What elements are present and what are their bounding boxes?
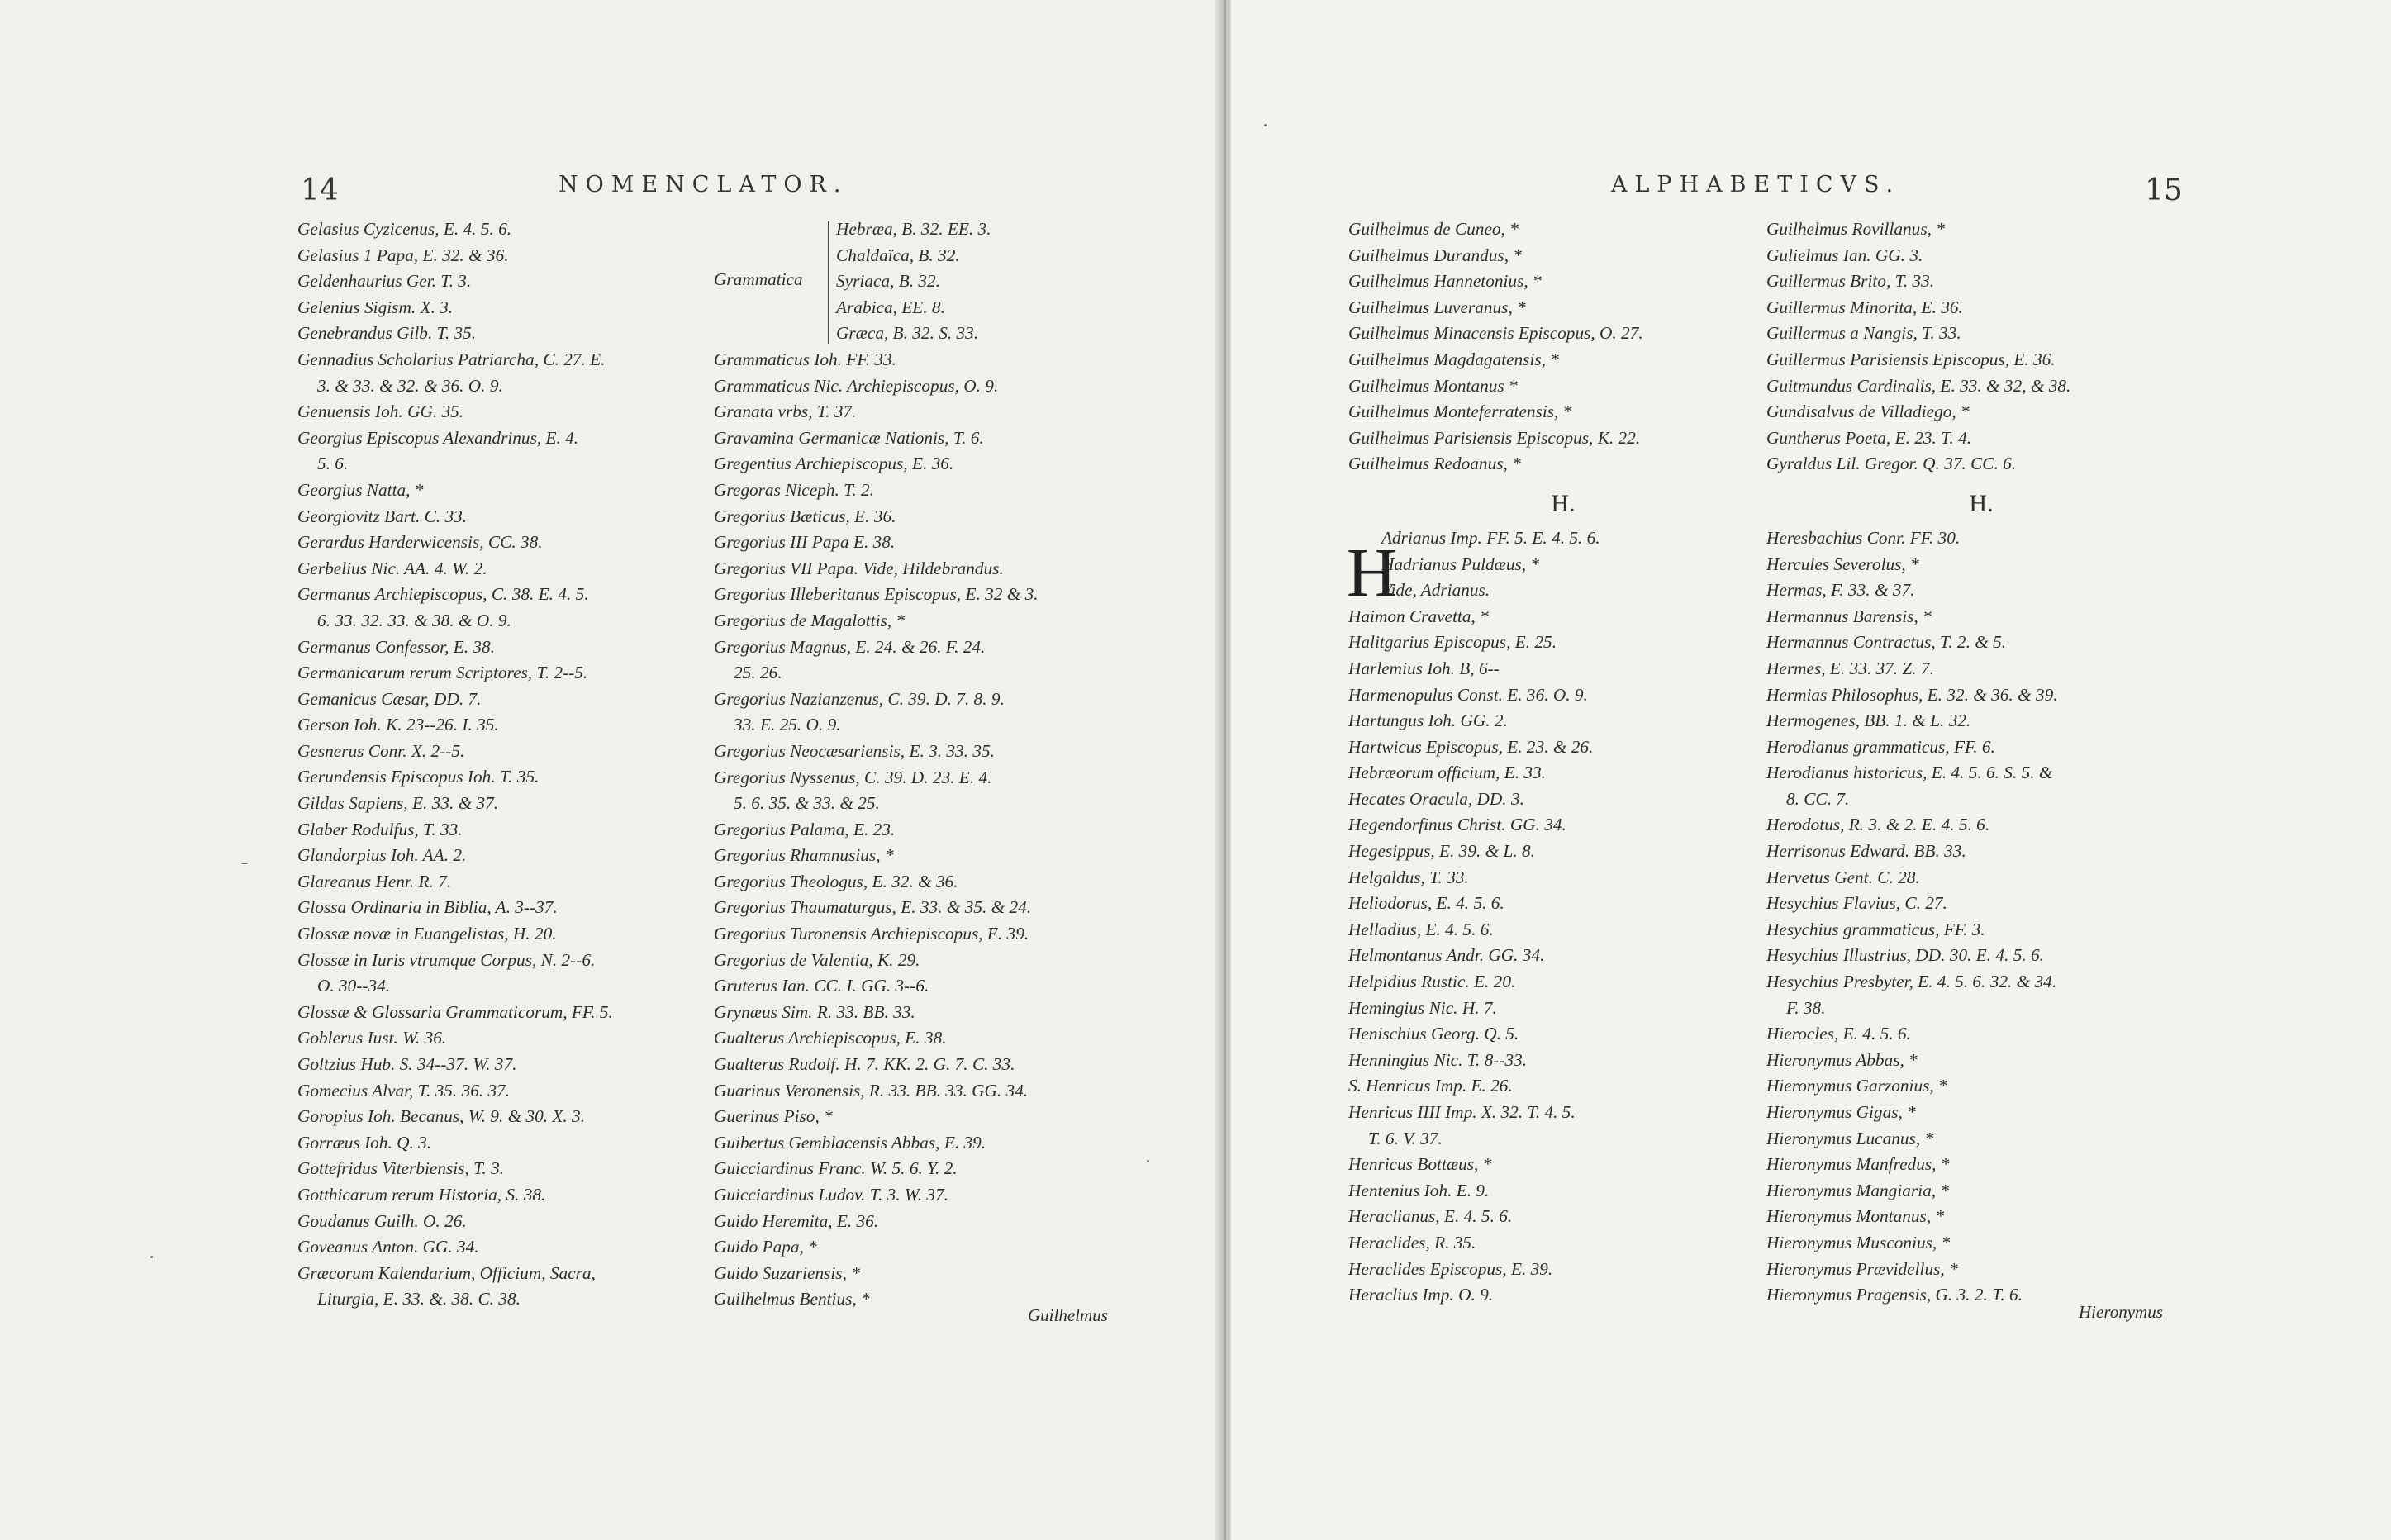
index-entry: Hebræorum officium, E. 33. — [1348, 763, 1546, 783]
index-entry: Gerardus Harderwicensis, CC. 38. — [297, 532, 543, 553]
index-entry: Herodianus historicus, E. 4. 5. 6. S. 5. & — [1766, 763, 2053, 783]
index-entry: Hieronymus Musconius, * — [1766, 1232, 1951, 1252]
index-entry: Guibertus Gemblacensis Abbas, E. 39. — [714, 1132, 986, 1153]
index-entry: Grynæus Sim. R. 33. BB. 33. — [714, 1001, 915, 1022]
index-entry: Harmenopulus Const. E. 36. O. 9. — [1348, 684, 1588, 705]
drop-cap-h: H — [1347, 535, 1397, 611]
index-entry: Gemanicus Cæsar, DD. 7. — [297, 688, 482, 709]
index-entry: Glossæ in Iuris vtrumque Corpus, N. 2--6. — [297, 949, 596, 970]
index-entry: Græca, B. 32. S. 33. — [836, 323, 979, 344]
index-entry: Guilhelmus Bentius, * — [714, 1289, 870, 1309]
index-entry: Hemingius Nic. H. 7. — [1348, 997, 1497, 1018]
index-entry: Hegesippus, E. 39. & L. 8. — [1348, 841, 1535, 862]
index-entry: Gyraldus Lil. Gregor. Q. 37. CC. 6. — [1766, 454, 2017, 474]
ink-speck — [241, 863, 248, 864]
index-entry: F. 38. — [1786, 997, 1826, 1018]
index-entry: Grammaticus Ioh. FF. 33. — [714, 349, 896, 369]
index-entry: Arabica, EE. 8. — [836, 297, 945, 317]
index-entry: Hecates Oracula, DD. 3. — [1348, 788, 1524, 809]
index-column-2 — [714, 347, 1127, 1313]
index-entry: Gualterus Rudolf. H. 7. KK. 2. G. 7. C. 33. — [714, 1054, 1015, 1075]
catchword-right: Hieronymus — [2079, 1302, 2163, 1322]
index-entry: Hieronymus Abbas, * — [1766, 1049, 1918, 1070]
index-entry: Harlemius Ioh. B, 6-- — [1348, 658, 1500, 678]
index-entry: Guillermus Minorita, E. 36. — [1766, 297, 1963, 317]
index-entry: Guilhelmus Hannetonius, * — [1348, 271, 1542, 292]
index-entry: Goltzius Hub. S. 34--37. W. 37. — [297, 1054, 517, 1074]
index-entry: Hegendorfinus Christ. GG. 34. — [1348, 815, 1566, 835]
index-entry: Georgiovitz Bart. C. 33. — [297, 506, 468, 526]
index-entry: Hadrianus Puldæus, * — [1381, 554, 1540, 574]
index-entry: Gregorius Magnus, E. 24. & 26. F. 24. — [714, 636, 986, 657]
running-head-right: ALPHABETICVS. — [1611, 172, 1901, 197]
index-entry: Hermannus Contractus, T. 2. & 5. — [1766, 632, 2007, 653]
index-entry: Hermogenes, BB. 1. & L. 32. — [1766, 711, 1971, 731]
catchword-left: Guilhelmus — [1028, 1305, 1108, 1325]
index-entry: Adrianus Imp. FF. 5. E. 4. 5. 6. — [1381, 527, 1600, 548]
index-entry: Hieronymus Montanus, * — [1766, 1206, 1945, 1227]
index-entry: Hierocles, E. 4. 5. 6. — [1766, 1024, 1911, 1044]
index-entry: Græcorum Kalendarium, Officium, Sacra, — [297, 1262, 596, 1283]
index-entry: Haimon Cravetta, * — [1348, 606, 1489, 626]
index-entry: Gelasius Cyzicenus, E. 4. 5. 6. — [297, 219, 512, 239]
index-entry: Hartungus Ioh. GG. 2. — [1348, 711, 1508, 731]
index-entry: Hermas, F. 33. & 37. — [1766, 580, 1915, 601]
index-entry: Gregorius III Papa E. 38. — [714, 532, 896, 553]
index-entry: Hartwicus Episcopus, E. 23. & 26. — [1348, 736, 1594, 757]
index-entry: O. 30--34. — [317, 976, 391, 996]
index-entry: Helpidius Rustic. E. 20. — [1348, 972, 1516, 992]
index-entry: Gregorius VII Papa. Vide, Hildebrandus. — [714, 558, 1004, 578]
index-entry: Guilhelmus Montanus * — [1348, 375, 1518, 396]
index-entry: Germanus Confessor, E. 38. — [297, 636, 496, 657]
index-entry: Gregorius Neocæsariensis, E. 3. 33. 35. — [714, 740, 995, 761]
page-number-right: 15 — [2145, 173, 2183, 207]
index-entry: Guilhelmus Parisiensis Episcopus, K. 22. — [1348, 427, 1641, 448]
index-entry: Gregorius Nyssenus, C. 39. D. 23. E. 4. — [714, 767, 992, 787]
index-entry: Hieronymus Manfredus, * — [1766, 1154, 1950, 1175]
index-entry: Gelenius Sigism. X. 3. — [297, 297, 454, 317]
index-entry: S. Henricus Imp. E. 26. — [1348, 1076, 1513, 1096]
grammatica-label: Grammatica — [714, 269, 803, 289]
index-entry: Heraclides Episcopus, E. 39. — [1348, 1258, 1553, 1279]
index-entry: Gesnerus Conr. X. 2--5. — [297, 740, 465, 761]
index-entry: T. 6. V. 37. — [1368, 1128, 1443, 1148]
index-entry: Hesychius Flavius, C. 27. — [1766, 893, 1947, 914]
index-entry: Heraclides, R. 35. — [1348, 1232, 1476, 1252]
index-entry: Goudanus Guilh. O. 26. — [297, 1210, 467, 1231]
index-entry: Guilhelmus de Cuneo, * — [1348, 219, 1519, 239]
running-head-left: NOMENCLATOR. — [559, 172, 848, 197]
index-entry: Glandorpius Ioh. AA. 2. — [297, 845, 467, 866]
index-entry: Gerundensis Episcopus Ioh. T. 35. — [297, 767, 540, 787]
index-entry: Gregorius Thaumaturgus, E. 33. & 35. & 24. — [714, 897, 1032, 918]
index-entry: Henricus Bottæus, * — [1348, 1154, 1492, 1175]
index-entry: Gregoras Niceph. T. 2. — [714, 479, 875, 500]
index-entry: Hervetus Gent. C. 28. — [1766, 867, 1920, 887]
index-entry: Hieronymus Gigas, * — [1766, 1102, 1916, 1122]
index-entry: Glossæ & Glossaria Grammaticorum, FF. 5. — [297, 1001, 613, 1022]
index-entry: Herodotus, R. 3. & 2. E. 4. 5. 6. — [1766, 815, 1990, 835]
index-entry: Hesychius Presbyter, E. 4. 5. 6. 32. & 34. — [1766, 972, 2057, 992]
index-entry: Gregorius Rhamnusius, * — [714, 845, 894, 866]
index-entry: Gotthicarum rerum Historia, S. 38. — [297, 1184, 546, 1205]
index-entry: Liturgia, E. 33. &. 38. C. 38. — [317, 1289, 521, 1309]
index-entry: Guillermus Brito, T. 33. — [1766, 271, 1935, 292]
index-entry: Hieronymus Mangiaria, * — [1766, 1180, 1950, 1200]
index-entry: 3. & 33. & 32. & 36. O. 9. — [317, 375, 503, 396]
index-entry: Herodianus grammaticus, FF. 6. — [1766, 736, 1995, 757]
index-entry: Guilhelmus Magdagatensis, * — [1348, 349, 1559, 369]
index-entry: Guarinus Veronensis, R. 33. BB. 33. GG. 34. — [714, 1080, 1029, 1100]
index-entry: Gregorius de Magalottis, * — [714, 610, 906, 630]
index-entry: Georgius Episcopus Alexandrinus, E. 4. — [297, 427, 579, 448]
index-entry: Guilhelmus Redoanus, * — [1348, 454, 1521, 474]
index-entry: Gennadius Scholarius Patriarcha, C. 27. E. — [297, 349, 606, 369]
index-entry: Guillermus Parisiensis Episcopus, E. 36. — [1766, 349, 2056, 369]
index-entry: Guilhelmus Minacensis Episcopus, O. 27. — [1348, 323, 1643, 344]
index-entry: Syriaca, B. 32. — [836, 271, 940, 292]
index-entry: Gorræus Ioh. Q. 3. — [297, 1132, 432, 1153]
index-entry: Hieronymus Prævidellus, * — [1766, 1258, 1958, 1279]
index-entry: Guicciardinus Franc. W. 5. 6. Y. 2. — [714, 1158, 958, 1179]
index-entry: Gravamina Germanicæ Nationis, T. 6. — [714, 427, 984, 448]
index-entry: 25. 26. — [734, 663, 782, 683]
index-entry: Gelasius 1 Papa, E. 32. & 36. — [297, 245, 509, 265]
index-entry: Vide, Adrianus. — [1381, 580, 1490, 601]
index-entry: Hieronymus Garzonius, * — [1766, 1076, 1947, 1096]
index-entry: Herrisonus Edward. BB. 33. — [1766, 841, 1966, 862]
index-entry: Helmontanus Andr. GG. 34. — [1348, 945, 1545, 966]
index-entry: Goblerus Iust. W. 36. — [297, 1028, 447, 1048]
index-entry: Guicciardinus Ludov. T. 3. W. 37. — [714, 1185, 948, 1205]
index-entry: Goveanus Anton. GG. 34. — [297, 1237, 479, 1257]
index-entry: Heresbachius Conr. FF. 30. — [1766, 527, 1961, 548]
index-entry: Gregorius Palama, E. 23. — [714, 819, 896, 839]
index-entry: Goropius Ioh. Becanus, W. 9. & 30. X. 3. — [297, 1106, 586, 1127]
index-entry: Gregorius Illeberitanus Episcopus, E. 32 & 3. — [714, 584, 1039, 605]
index-entry: Hentenius Ioh. E. 9. — [1348, 1180, 1490, 1200]
index-entry: Guntherus Poeta, E. 23. T. 4. — [1766, 427, 1972, 448]
index-entry: Glaber Rodulfus, T. 33. — [297, 819, 463, 839]
index-entry: 6. 33. 32. 33. & 38. & O. 9. — [317, 610, 511, 630]
index-entry: Gomecius Alvar, T. 35. 36. 37. — [297, 1080, 511, 1100]
index-entry: Hebræa, B. 32. EE. 3. — [836, 219, 991, 239]
index-entry: Germanus Archiepiscopus, C. 38. E. 4. 5. — [297, 584, 589, 605]
index-entry: Hesychius Illustrius, DD. 30. E. 4. 5. 6. — [1766, 945, 2044, 966]
index-entry: Glossæ novæ in Euangelistas, H. 20. — [297, 924, 557, 944]
index-entry: 5. 6. 35. & 33. & 25. — [734, 793, 880, 814]
index-entry: Helgaldus, T. 33. — [1348, 867, 1469, 887]
index-entry: Guilhelmus Rovillanus, * — [1766, 219, 1945, 239]
index-entry: Gregentius Archiepiscopus, E. 36. — [714, 454, 954, 474]
index-entry: Gregorius Nazianzenus, C. 39. D. 7. 8. 9. — [714, 688, 1005, 709]
index-entry: Henricus IIII Imp. X. 32. T. 4. 5. — [1348, 1102, 1576, 1122]
index-entry: Hesychius grammaticus, FF. 3. — [1766, 919, 1985, 939]
index-entry: Gottefridus Viterbiensis, T. 3. — [297, 1158, 505, 1179]
index-entry: Guilhelmus Monteferratensis, * — [1348, 402, 1572, 422]
index-entry: Gregorius Bæticus, E. 36. — [714, 506, 896, 526]
index-entry: Chaldaïca, B. 32. — [836, 245, 960, 265]
index-entry: Gerbelius Nic. AA. 4. W. 2. — [297, 558, 487, 578]
grammatica-brace — [828, 221, 829, 344]
index-entry: Gulielmus Ian. GG. 3. — [1766, 245, 1923, 265]
index-entry: Heliodorus, E. 4. 5. 6. — [1348, 893, 1504, 914]
index-entry: Gildas Sapiens, E. 33. & 37. — [297, 793, 499, 814]
index-entry: Hieronymus Pragensis, G. 3. 2. T. 6. — [1766, 1285, 2023, 1305]
index-column-1 — [297, 216, 694, 1313]
index-entry: Hermannus Barensis, * — [1766, 606, 1932, 626]
index-entry: Gregorius de Valentia, K. 29. — [714, 949, 920, 970]
index-column-4 — [1766, 216, 2196, 1309]
index-entry: Guitmundus Cardinalis, E. 33. & 32, & 38. — [1766, 375, 2071, 396]
section-letter-heading: H. — [1551, 489, 1576, 517]
index-entry: Heraclianus, E. 4. 5. 6. — [1348, 1206, 1513, 1227]
index-entry: Gregorius Theologus, E. 32. & 36. — [714, 871, 958, 891]
index-entry: Glossa Ordinaria in Biblia, A. 3--37. — [297, 897, 558, 918]
index-entry: 8. CC. 7. — [1786, 788, 1850, 809]
index-entry: Henningius Nic. T. 8--33. — [1348, 1049, 1528, 1070]
section-letter-heading: H. — [1969, 489, 1994, 517]
index-entry: Henischius Georg. Q. 5. — [1348, 1024, 1519, 1044]
index-entry: Glareanus Henr. R. 7. — [297, 871, 452, 891]
index-entry: Guido Suzariensis, * — [714, 1262, 860, 1283]
index-entry: Gruterus Ian. CC. I. GG. 3--6. — [714, 976, 929, 996]
index-entry: Genebrandus Gilb. T. 35. — [297, 323, 477, 344]
index-entry: Guido Heremita, E. 36. — [714, 1210, 879, 1231]
index-column-3 — [1348, 216, 1778, 1309]
index-entry: Guido Papa, * — [714, 1237, 817, 1257]
page-number-left: 14 — [301, 173, 339, 207]
index-entry: Georgius Natta, * — [297, 479, 424, 500]
index-entry: 5. 6. — [317, 454, 349, 474]
index-entry: Gerson Ioh. K. 23--26. I. 35. — [297, 715, 499, 735]
index-entry: Granata vrbs, T. 37. — [714, 402, 857, 422]
index-entry: Helladius, E. 4. 5. 6. — [1348, 919, 1494, 939]
index-entry: 33. E. 25. O. 9. — [734, 715, 841, 735]
index-entry: Halitgarius Episcopus, E. 25. — [1348, 632, 1557, 653]
index-entry: Gualterus Archiepiscopus, E. 38. — [714, 1028, 947, 1048]
index-entry: Gundisalvus de Villadiego, * — [1766, 402, 1970, 422]
ink-speck — [150, 1256, 153, 1258]
grammatica-items — [836, 216, 1150, 347]
ink-speck — [1264, 124, 1267, 126]
index-entry: Guillermus a Nangis, T. 33. — [1766, 323, 1961, 344]
index-entry: Grammaticus Nic. Archiepiscopus, O. 9. — [714, 375, 999, 396]
index-entry: Guilhelmus Luveranus, * — [1348, 297, 1526, 317]
index-entry: Hermes, E. 33. 37. Z. 7. — [1766, 658, 1934, 678]
index-entry: Germanicarum rerum Scriptores, T. 2--5. — [297, 663, 588, 683]
index-entry: Geldenhaurius Ger. T. 3. — [297, 271, 472, 292]
index-entry: Hieronymus Lucanus, * — [1766, 1128, 1934, 1148]
index-entry: Genuensis Ioh. GG. 35. — [297, 402, 464, 422]
index-entry: Hermias Philosophus, E. 32. & 36. & 39. — [1766, 684, 2058, 705]
index-entry: Guerinus Piso, * — [714, 1106, 833, 1127]
index-entry: Guilhelmus Durandus, * — [1348, 245, 1523, 265]
index-entry: Gregorius Turonensis Archiepiscopus, E. 39. — [714, 924, 1029, 944]
index-entry: Hercules Severolus, * — [1766, 554, 1919, 574]
index-entry: Heraclius Imp. O. 9. — [1348, 1285, 1494, 1305]
ink-speck — [1147, 1160, 1149, 1162]
